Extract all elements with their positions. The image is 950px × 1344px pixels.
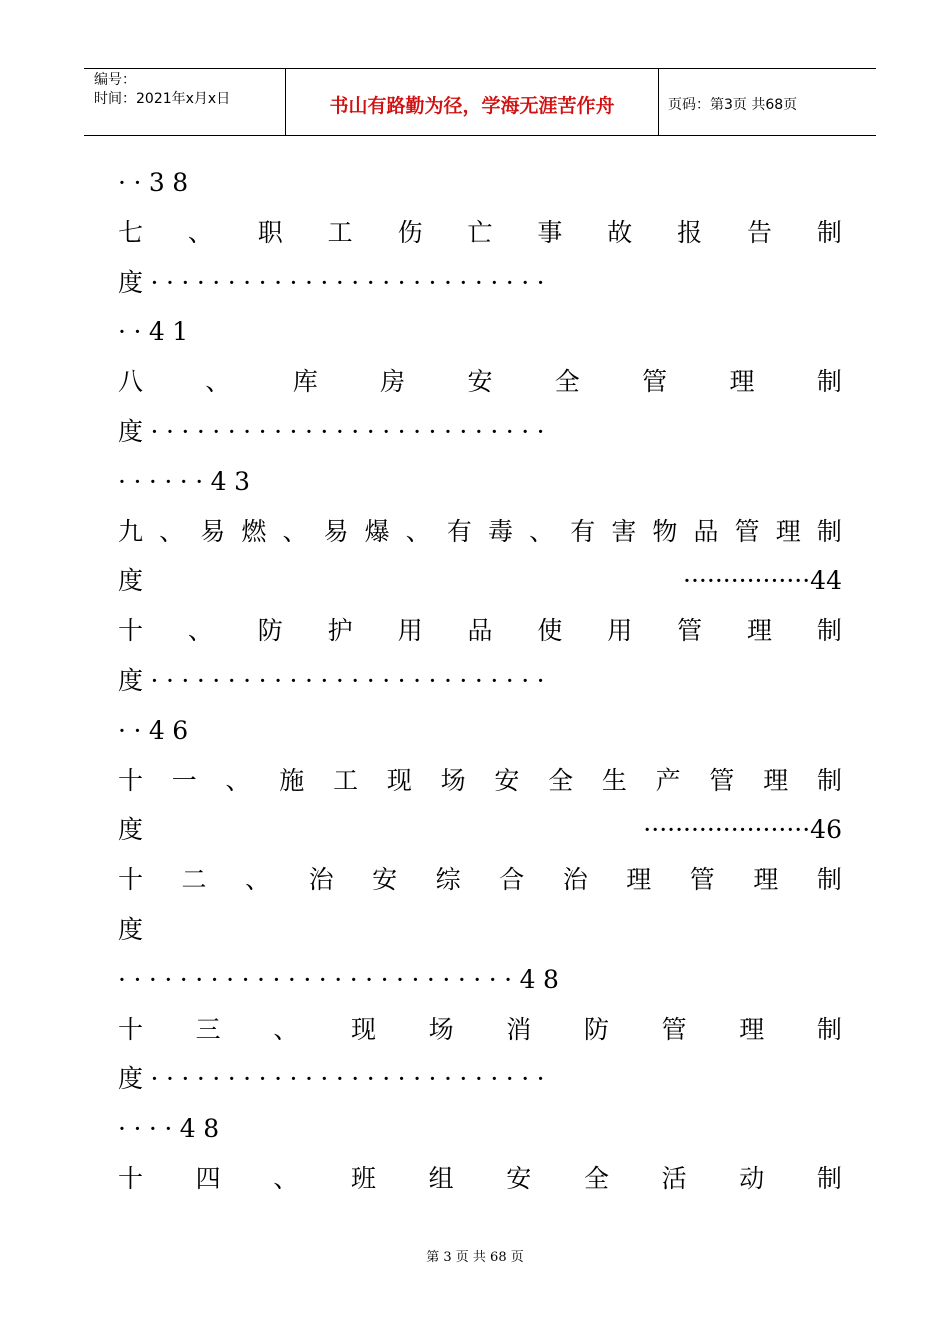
toc-char: 爆 <box>364 516 390 546</box>
toc-leader-page: ·····················46 <box>643 815 842 845</box>
toc-char: 、 <box>273 1014 299 1044</box>
toc-char: 理 <box>763 765 789 795</box>
toc-char: 防 <box>257 616 283 646</box>
toc-char: 十 <box>118 765 144 795</box>
toc-char: 生 <box>601 765 627 795</box>
header-page-cell <box>659 69 876 135</box>
toc-char: 二 <box>181 865 207 895</box>
toc-char: 防 <box>583 1014 609 1044</box>
toc-char: 护 <box>327 616 353 646</box>
document-code-label: 编号： <box>94 72 136 88</box>
toc-char: 安 <box>372 865 398 895</box>
toc-char: 八 <box>118 367 144 397</box>
toc-char: 报 <box>677 217 703 247</box>
toc-char: 三 <box>195 1014 221 1044</box>
toc-char: 、 <box>273 1164 299 1193</box>
toc-char: 全 <box>548 765 574 795</box>
toc-char: 有 <box>570 516 596 546</box>
toc-char: 伤 <box>397 217 423 247</box>
toc-char: 品 <box>467 616 493 646</box>
toc-char: 制 <box>816 1014 842 1044</box>
toc-char: 品 <box>693 516 719 546</box>
toc-char: 易 <box>323 516 349 546</box>
toc-char: 现 <box>350 1014 376 1044</box>
toc-char: 、 <box>187 217 213 247</box>
toc-char: 十 <box>118 616 144 646</box>
toc-char: 燃 <box>241 516 267 546</box>
toc-line <box>118 813 842 847</box>
toc-char: 、 <box>225 765 251 795</box>
toc-char: 安 <box>494 765 520 795</box>
toc-line: 度 <box>118 915 151 944</box>
toc-char: 管 <box>734 516 760 546</box>
toc-char: 管 <box>709 765 735 795</box>
toc-char: 综 <box>435 865 461 895</box>
toc-char: 、 <box>159 516 185 546</box>
toc-char: 告 <box>747 217 773 247</box>
toc-char: 管 <box>689 865 715 895</box>
toc-char: 管 <box>661 1014 687 1044</box>
toc-line <box>118 764 842 798</box>
toc-char: 合 <box>499 865 525 895</box>
toc-line: ··46 <box>118 715 196 745</box>
toc-char: 管 <box>642 367 668 397</box>
header-motto: 书山有路勤为径，学海无涯苦作舟 <box>329 95 615 117</box>
toc-char: 用 <box>397 616 423 646</box>
toc-char: 制 <box>816 217 842 247</box>
toc-char: 十 <box>118 1164 144 1193</box>
toc-char: 一 <box>171 765 197 795</box>
header-page-info: 页码：第3页 共68页 <box>668 97 798 113</box>
toc-char: 库 <box>292 367 318 397</box>
toc-char: 制 <box>816 865 842 895</box>
toc-line <box>118 863 842 897</box>
toc-char: 制 <box>816 367 842 397</box>
toc-line: ······43 <box>118 466 258 496</box>
toc-char: 易 <box>200 516 226 546</box>
toc-line <box>118 216 842 250</box>
toc-char: 制 <box>816 616 842 646</box>
toc-line <box>118 515 842 549</box>
toc-line: 度·························· <box>118 267 553 297</box>
toc-char: 治 <box>308 865 334 895</box>
toc-char: 班 <box>350 1164 376 1193</box>
toc-char: 毒 <box>487 516 513 546</box>
toc-char: 物 <box>652 516 678 546</box>
toc-char: 消 <box>506 1014 532 1044</box>
toc-char: 七 <box>118 217 144 247</box>
toc-char: 理 <box>626 865 652 895</box>
toc-char: 职 <box>257 217 283 247</box>
toc-char: 治 <box>562 865 588 895</box>
toc-start-text: 度 <box>118 815 144 845</box>
toc-char: 工 <box>333 765 359 795</box>
toc-char: 动 <box>739 1164 765 1193</box>
toc-line: ··38 <box>118 168 196 197</box>
toc-char: 制 <box>816 1164 842 1193</box>
toc-char: 九 <box>118 516 144 546</box>
toc-char: 用 <box>607 616 633 646</box>
toc-char: 、 <box>282 516 308 546</box>
toc-line <box>118 614 842 648</box>
toc-char: 、 <box>405 516 431 546</box>
toc-char: 十 <box>118 865 144 895</box>
toc-char: 、 <box>187 616 213 646</box>
toc-char: 害 <box>611 516 637 546</box>
toc-char: 现 <box>386 765 412 795</box>
page-footer: 第 3 页 共 68 页 <box>426 1250 524 1265</box>
toc-char: 活 <box>661 1164 687 1193</box>
toc-char: 场 <box>440 765 466 795</box>
toc-char: 事 <box>537 217 563 247</box>
toc-char: 使 <box>537 616 563 646</box>
page-header <box>84 68 876 136</box>
toc-char: 产 <box>655 765 681 795</box>
toc-char: 全 <box>554 367 580 397</box>
toc-line <box>118 1162 842 1196</box>
toc-char: 管 <box>677 616 703 646</box>
toc-line: ··41 <box>118 317 196 347</box>
toc-char: 理 <box>729 367 755 397</box>
toc-char: 施 <box>279 765 305 795</box>
toc-line: 度·························· <box>118 1064 553 1094</box>
toc-line: ··························48 <box>118 964 567 994</box>
toc-line <box>118 365 842 399</box>
toc-char: 故 <box>607 217 633 247</box>
toc-leader-page: ················44 <box>683 566 842 596</box>
toc-char: 亡 <box>467 217 493 247</box>
toc-char: 理 <box>753 865 779 895</box>
toc-char: 、 <box>205 367 231 397</box>
toc-char: 有 <box>446 516 472 546</box>
header-meta-cell <box>84 69 286 135</box>
toc-char: 制 <box>816 516 842 546</box>
toc-start-text: 度 <box>118 566 144 596</box>
toc-char: 、 <box>529 516 555 546</box>
toc-line: ····48 <box>118 1114 227 1144</box>
toc-line <box>118 1013 842 1047</box>
toc-line <box>118 564 842 598</box>
toc-char: 制 <box>816 765 842 795</box>
document-time-label: 时间：2021年x月x日 <box>94 91 231 107</box>
toc-line: 度·························· <box>118 417 553 446</box>
toc-char: 全 <box>583 1164 609 1193</box>
toc-char: 场 <box>428 1014 454 1044</box>
toc-char: 工 <box>327 217 353 247</box>
header-motto-cell <box>286 69 659 135</box>
toc-char: 理 <box>775 516 801 546</box>
toc-char: 安 <box>506 1164 532 1193</box>
toc-char: 四 <box>195 1164 221 1193</box>
toc-char: 组 <box>428 1164 454 1193</box>
toc-char: 、 <box>245 865 271 895</box>
toc-char: 房 <box>380 367 406 397</box>
toc-char: 理 <box>747 616 773 646</box>
toc-char: 十 <box>118 1014 144 1044</box>
toc-line: 度·························· <box>118 666 553 695</box>
toc-char: 安 <box>467 367 493 397</box>
toc-char: 理 <box>739 1014 765 1044</box>
